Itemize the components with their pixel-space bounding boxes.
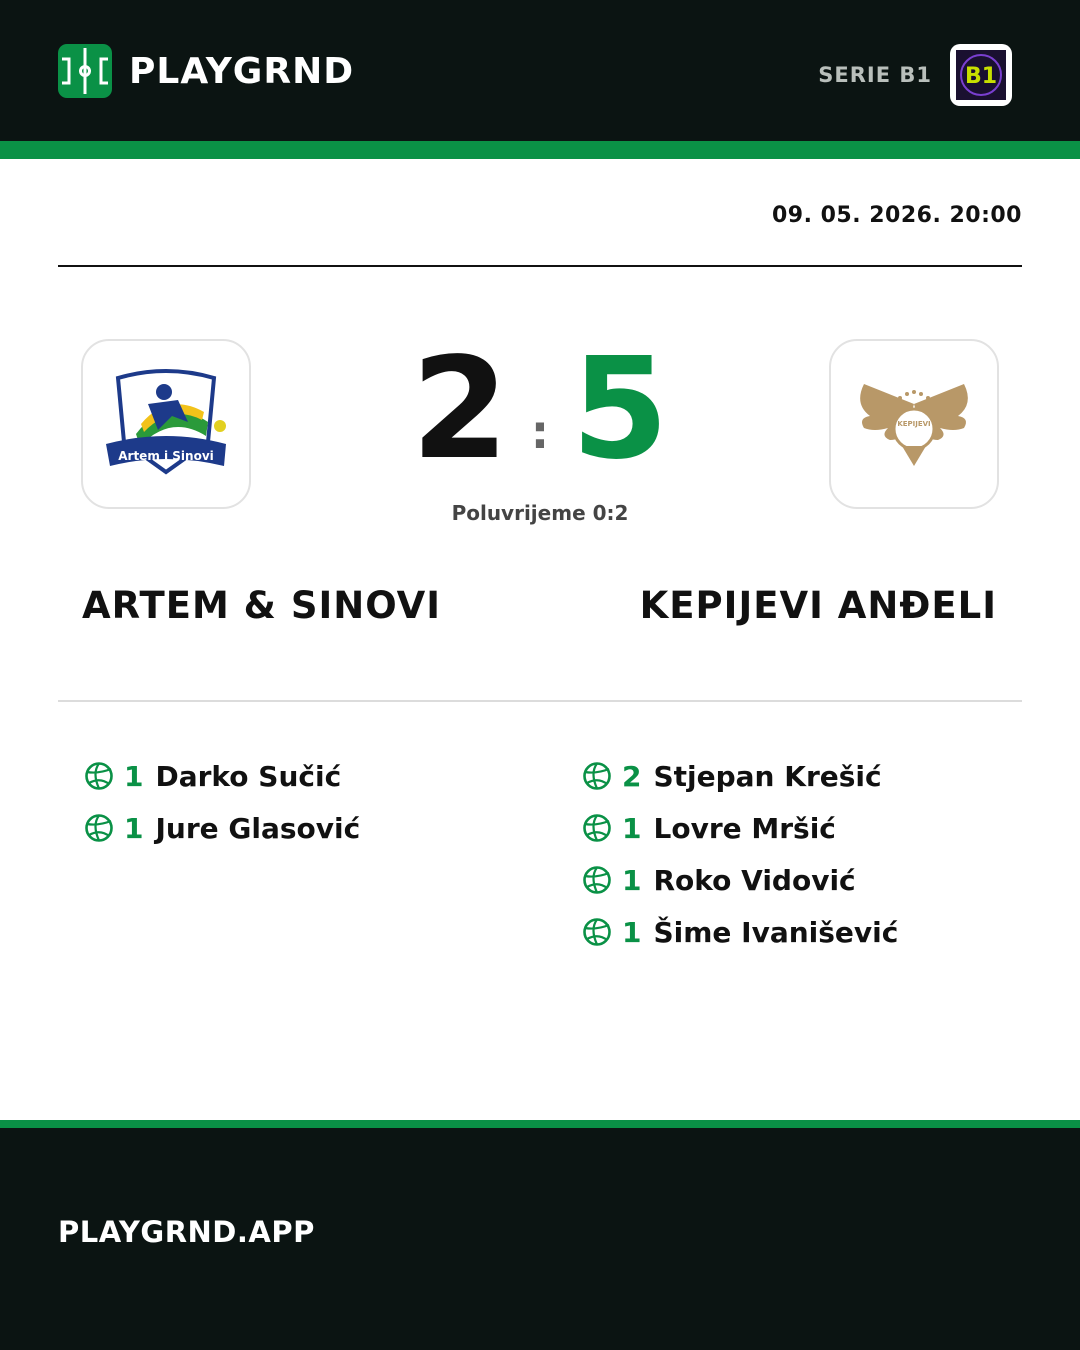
- scorer-goals: 1: [622, 811, 642, 845]
- footer-stripe: [0, 1120, 1080, 1128]
- scorer-row: [84, 750, 544, 802]
- league-logo-icon: [956, 50, 1006, 100]
- scorer-goals: 1: [622, 915, 642, 949]
- scorer-row: [582, 750, 1042, 802]
- header-bar: [0, 0, 1080, 141]
- ball-icon: [582, 761, 612, 791]
- home-team-name: ARTEM & SINOVI: [82, 584, 442, 627]
- away-team-logo: [829, 339, 999, 509]
- away-team-name: KEPIJEVI ANĐELI: [639, 584, 997, 627]
- away-crest-text: KEPIJEVI: [897, 420, 931, 428]
- brand[interactable]: [58, 44, 354, 98]
- away-crest-icon: [844, 374, 984, 474]
- divider: [58, 700, 1022, 702]
- scorer-goals: 1: [622, 863, 642, 897]
- league-badge: [950, 44, 1012, 106]
- scorer-goals: 2: [622, 759, 642, 793]
- scorer-goals: 1: [124, 811, 144, 845]
- match-datetime: 09. 05. 2026. 20:00: [771, 203, 1022, 228]
- halftime-score: Poluvrijeme 0:2: [451, 501, 629, 525]
- league: [818, 44, 1012, 106]
- ball-icon: [84, 813, 114, 843]
- scorer-name: Stjepan Krešić: [653, 759, 882, 793]
- away-score: 5: [571, 328, 669, 491]
- home-team-logo: [81, 339, 251, 509]
- home-scorers-list: [84, 750, 544, 854]
- score-separator: :: [530, 405, 550, 459]
- league-badge-text: B1: [964, 64, 998, 89]
- scorer-goals: 1: [124, 759, 144, 793]
- league-name: SERIE B1: [818, 63, 932, 87]
- header-stripe: [0, 141, 1080, 159]
- ball-icon: [582, 865, 612, 895]
- divider: [58, 265, 1022, 267]
- scorer-name: Jure Glasović: [155, 811, 361, 845]
- pitch-icon: [58, 44, 112, 98]
- home-crest-icon: [96, 364, 236, 484]
- scorer-row: [84, 802, 544, 854]
- ball-icon: [582, 917, 612, 947]
- ball-icon: [582, 813, 612, 843]
- footer-url[interactable]: PLAYGRND.APP: [58, 1215, 315, 1249]
- scorer-name: Lovre Mršić: [653, 811, 836, 845]
- scorer-name: Šime Ivanišević: [653, 915, 899, 949]
- scorer-row: [582, 802, 1042, 854]
- scorer-name: Roko Vidović: [653, 863, 856, 897]
- home-crest-text: Artem i Sinovi: [118, 449, 214, 463]
- ball-icon: [84, 761, 114, 791]
- home-score: 2: [411, 328, 509, 491]
- scorer-row: [582, 906, 1042, 958]
- scorer-name: Darko Sučić: [155, 759, 342, 793]
- brand-name: PLAYGRND: [129, 50, 355, 92]
- scorer-row: [582, 854, 1042, 906]
- away-scorers-list: [582, 750, 1042, 958]
